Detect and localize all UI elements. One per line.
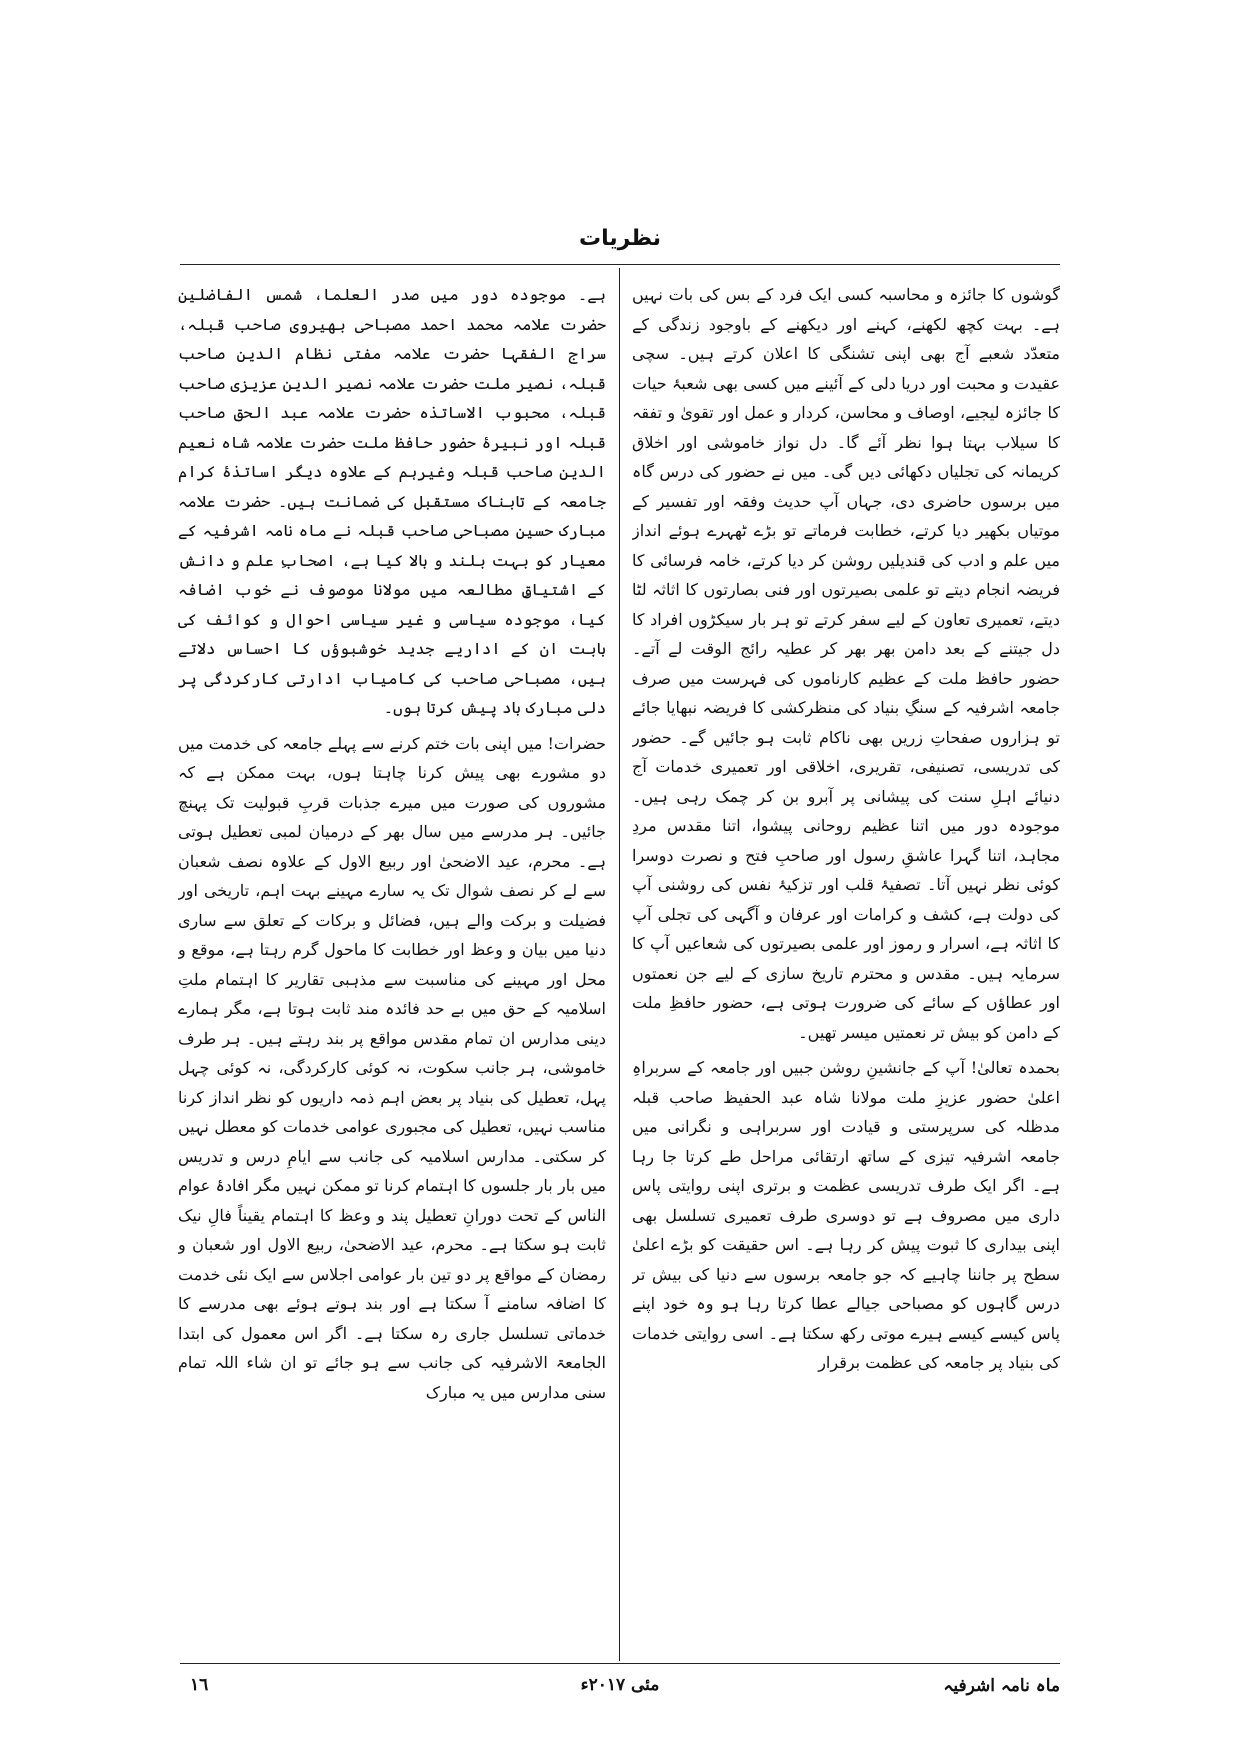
- page-number: ١٦: [190, 1675, 209, 1695]
- paragraph: حضرات! میں اپنی بات ختم کرنے سے پہلے جامعہ کی خدمت میں دو مشورے بھی پیش کرنا چاہتا ہوں، بہت ممکن ہے کہ مشوروں کی صورت میں میرے جذبات قربِ قبولیت تک پہنچ جائیں۔ ہر مدرسے میں سال بھر کے درمیان لمبی تعطیل ہوتی ہے۔ محرم، عید الاضحیٰ اور ربیع الاول کے علاوہ نصف شعبان سے لے کر نصف شوال تک یہ سارے مہینے بہت اہم، تاریخی اور فضیلت و برکت والے ہیں، فضائل و برکات کے تعلق سے ساری دنیا میں بیان و وعظ اور خطابت کا ماحول گرم رہتا ہے، موقع و محل اور مہینے کی مناسبت سے مذہبی تقاریر کا اہتمام ملتِ اسلامیہ کے حق میں بے حد فائدہ مند ثابت ہوتا ہے، مگر ہمارے دینی مدارس ان تمام مقدس مواقع پر بند رہتے ہیں۔ ہر طرف خاموشی، ہر جانب سکوت، نہ کوئی کارکردگی، نہ کوئی چہل پہل، تعطیل کی بنیاد پر بعض اہم ذمہ داریوں کو نظر انداز کرنا مناسب نہیں، تعطیل کی مجبوری عوامی خدمات کو معطل نہیں کر سکتی۔ مدارس اسلامیہ کی جانب سے ایامِ درس و تدریس میں بار بار جلسوں کا اہتمام کرنا تو ممکن نہیں مگر افادۂ عوام الناس کے تحت دورانِ تعطیل پند و وعظ کا اہتمام یقیناً فالِ نیک ثابت ہو سکتا ہے۔ محرم، عید الاضحیٰ، ربیع الاول اور شعبان و رمضان کے مواقع پر دو تین بار عوامی اجلاس سے ایک نئی خدمت کا اضافہ سامنے آ سکتا ہے اور بند ہوتے ہوئے بھی مدرسے کا خدماتی تسلسل جاری رہ سکتا ہے۔ اگر اس معمول کی ابتدا الجامعۃ الاشرفیہ کی جانب سے ہو جائے تو ان شاء اللہ تمام سنی مدارس میں یہ مبارک: [178, 733, 606, 1402]
- right-column: [632, 280, 1060, 1655]
- issue-date: مئی ۲۰۱۷ء: [580, 1675, 660, 1695]
- paragraph: گوشوں کا جائزہ و محاسبہ کسی ایک فرد کے بس کی بات نہیں ہے۔ بہت کچھ لکھنے، کہنے اور دیکھنے کے باوجود زندگی کے متعدّد شعبے آج بھی اپنی تشنگی کا اعلان کرتے ہیں۔ سچی عقیدت و محبت اور دریا دلی کے آئینے میں کسی بھی شعبۂ حیات کا جائزہ لیجیے، اوصاف و محاسن، کردار و عمل اور تقویٰ و تفقہ کا سیلاب بہتا ہوا نظر آئے گا۔ دل نواز خاموشی اور اخلاق کریمانہ کی تجلیاں دکھائی دیں گی۔ میں نے حضور کی درس گاہ میں برسوں حاضری دی، جہاں آپ حدیث وفقہ اور تفسیر کے موتیاں بکھیر دیا کرتے، خطابت فرماتے تو بڑے ٹھہرے ہوئے انداز میں علم و ادب کی قندیلیں روشن کر دیا کرتے، خامہ فرسائی کا فریضہ انجام دیتے تو علمی بصیرتوں اور فنی بصارتوں کا اثاثہ لٹا دیتے، تعمیری تعاون کے لیے سفر کرتے تو ہر بار سیکڑوں افراد کا دل جیتنے کے بعد دامن بھر بھر کر عطیہ رائج الوقت لے آتے۔ حضور حافظ ملت کے عظیم کارناموں کی فہرست میں صرف جامعہ اشرفیہ کے سنگِ بنیاد کی منظرکشی کا فریضہ نبھایا جائے تو ہزاروں صفحاتِ زریں بھی ناکام ثابت ہو جائیں گے۔ حضور کی تدریسی، تصنیفی، تقریری، اخلاقی اور تعمیری خدمات آج دنیائے اہلِ سنت کی پیشانی پر آبرو بن کر چمک رہی ہیں۔ موجودہ دور میں اتنا عظیم روحانی پیشوا، اتنا مقدس مردِ مجاہد، اتنا گہرا عاشقِ رسول اور صاحبِ فتح و نصرت دوسرا کوئی نظر نہیں آتا۔ تصفیۂ قلب اور تزکیۂ نفس کی روشنی آپ کی دولت ہے، کشف و کرامات اور عرفان و آگہی کی تجلی آپ کا اثاثہ ہے، اسرار و رموز اور علمی بصیرتوں کی شعاعیں آپ کا سرمایہ ہیں۔ مقدس و محترم تاریخ سازی کے لیے جن نعمتوں اور عطاؤں کے سائے کی ضرورت ہوتی ہے، حضور حافظِ ملت کے دامن کو بیش تر نعمتیں میسر تھیں۔: [632, 285, 1060, 1042]
- magazine-name: ماہ نامہ اشرفیہ: [943, 1676, 1060, 1696]
- left-column: [178, 280, 606, 1655]
- footer-rule: [180, 1663, 1060, 1664]
- column-divider: [619, 268, 620, 1661]
- page-header-title: نظریات: [578, 226, 661, 251]
- paragraph: بحمدہ تعالیٰ! آپ کے جانشینِ روشن جبیں اور جامعہ کے سربراہِ اعلیٰ حضور عزیزِ ملت مولانا شاہ عبد الحفیظ صاحب قبلہ مدظلہ کی سرپرستی و قیادت اور سربراہی و نگرانی میں جامعہ اشرفیہ تیزی کے ساتھ ارتقائی مراحل طے کرتا جا رہا ہے۔ اگر ایک طرف تدریسی عظمت و برتری اپنی روایتی پاس داری میں مصروف ہے تو دوسری طرف تعمیری تسلسل بھی اپنی بیداری کا ثبوت پیش کر رہا ہے۔ اس حقیقت کو بڑے اعلیٰ سطح پر جاننا چاہیے کہ جو جامعہ برسوں سے دنیا کی بیش تر درس گاہوں کو مصباحی جیالے عطا کرتا رہا ہو وہ خود اپنے پاس کیسے کیسے ہیرے موتی رکھ سکتا ہے۔ اسی روایتی خدمات کی بنیاد پر جامعہ کی عظمت برقرار: [632, 1058, 1060, 1372]
- header-rule: [180, 264, 1060, 265]
- paragraph: ہے۔ موجودہ دور میں صدر العلما، شمس الفاضلین حضرت علامہ محمد احمد مصباحی بھیروی صاحب قبلہ، سراج الفقہا حضرت علامہ مفتی نظام الدین صاحب قبلہ، نصیر ملت حضرت علامہ نصیر الدین عزیزی صاحب قبلہ، محبوب الاساتذہ حضرت علامہ عبد الحق صاحب قبلہ اور نبیرۂ حضور حافظ ملت حضرت علامہ شاہ نعیم الدین صاحب قبلہ وغیرہم کے علاوہ دیگر اساتذۂ کرام جامعہ کے تابناک مستقبل کی ضمانت ہیں۔ حضرت علامہ مبارک حسین مصباحی صاحب قبلہ نے ماہ نامہ اشرفیہ کے معیار کو بہت بلند و بالا کیا ہے، اصحابِ علم و دانش کے اشتیاقِ مطالعہ میں مولانا موصوف نے خوب اضافہ کیا، موجودہ سیاسی و غیر سیاسی احوال و کوائف کی بابت ان کے اداریے جدید خوشبوؤں کا احساس دلاتے ہیں، مصباحی صاحب کی کامیاب ادارتی کارکردگی پر دلی مبارک باد پیش کرتا ہوں۔: [178, 285, 606, 717]
- page-footer: [180, 1675, 1060, 1707]
